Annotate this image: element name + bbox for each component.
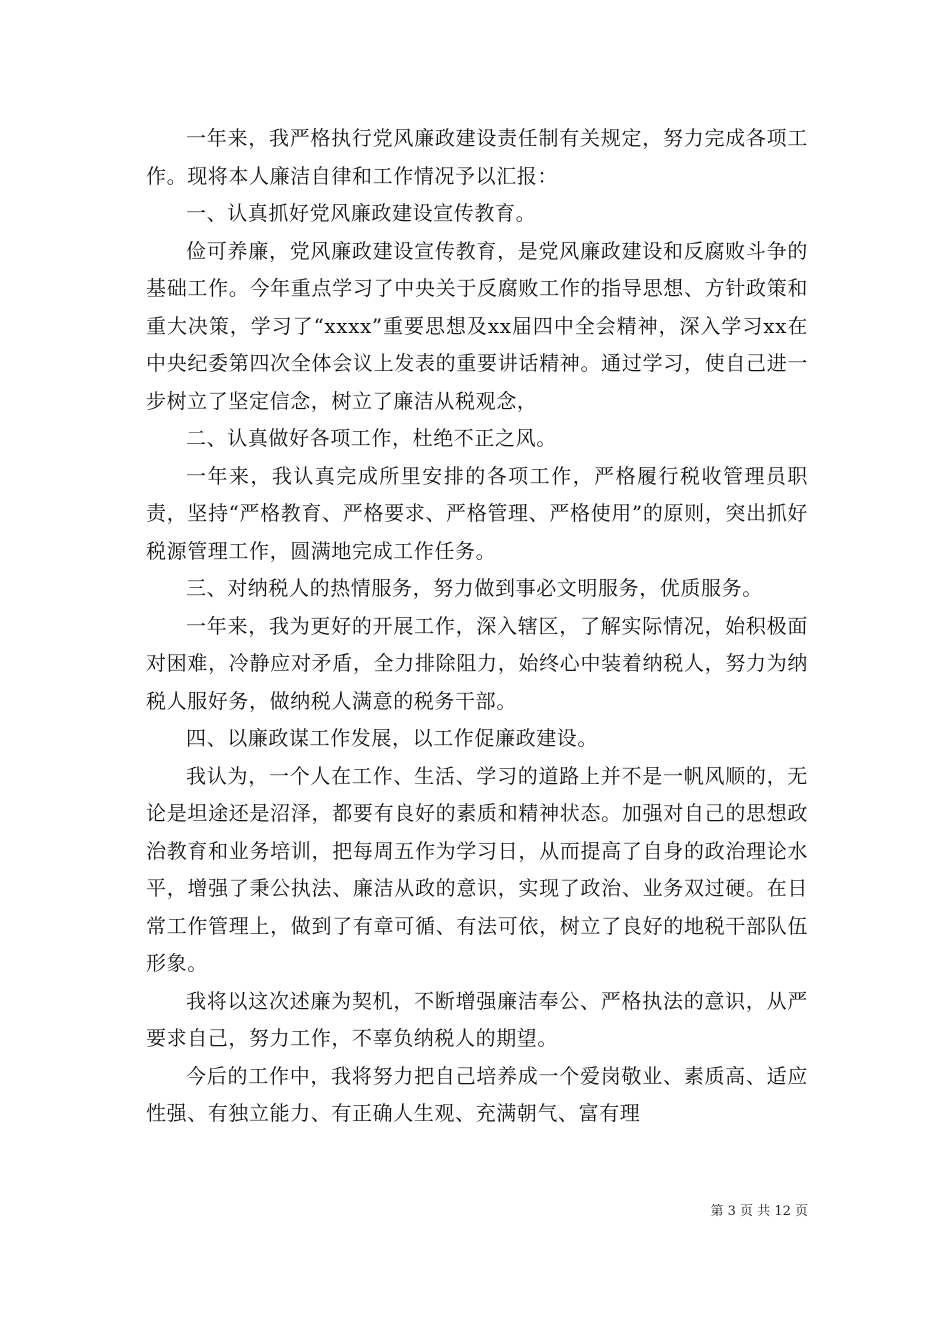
paragraph-section-3: 一年来，我为更好的开展工作，深入辖区，了解实际情况，始积极面对困难，冷静应对矛盾，全力排除阻力，始终心中装着纳税人，努力为纳税人服好务，做纳税人满意的税务干部。 — [146, 613, 808, 713]
paragraph-section-2: 一年来，我认真完成所里安排的各项工作，严格履行税收管理员职责，坚持“严格教育、严格要求、严格管理、严格使用”的原则，突出抓好税源管理工作，圆满地完成工作任务。 — [146, 463, 808, 563]
page-number-footer: 第 3 页 共 12 页 — [710, 1204, 808, 1219]
section-heading-3: 三、对纳税人的热情服务，努力做到事必文明服务，优质服务。 — [186, 576, 763, 600]
section-heading-4: 四、以廉政谋工作发展，以工作促廉政建设。 — [186, 726, 598, 750]
section-heading-1: 一、认真抓好党风廉政建设宣传教育。 — [186, 201, 537, 225]
paragraph-intro: 一年来，我严格执行党风廉政建设责任制有关规定，努力完成各项工作。现将本人廉洁自律和工作情况予以汇报： — [146, 126, 808, 188]
paragraph-section-4: 我认为，一个人在工作、生活、学习的道路上并不是一帆风顺的，无论是坦途还是沼泽，都要有良好的素质和精神状态。加强对自己的思想政治教育和业务培训，把每周五作为学习日，从而提高了自身的政治理论水平，增强了秉公执法、廉洁从政的意识，实现了政治、业务双过硬。在日常工作管理上，做到了有章可循、有法可依，树立了良好的地税干部队伍形象。 — [146, 763, 808, 975]
document-body — [146, 120, 808, 1133]
paragraph-resolution: 我将以这次述廉为契机，不断增强廉洁奉公、严格执法的意识，从严要求自己，努力工作，不辜负纳税人的期望。 — [146, 988, 808, 1050]
paragraph-future-work: 今后的工作中，我将努力把自己培养成一个爱岗敬业、素质高、适应性强、有独立能力、有正确人生观、充满朝气、富有理 — [146, 1063, 808, 1125]
section-heading-2: 二、认真做好各项工作，杜绝不正之风。 — [186, 426, 557, 450]
paragraph-section-1: 俭可养廉，党风廉政建设宣传教育，是党风廉政建设和反腐败斗争的基础工作。今年重点学习了中央关于反腐败工作的指导思想、方针政策和重大决策，学习了“xxxx”重要思想及xx届四中全会精神，深入学习xx在中央纪委第四次全体会议上发表的重要讲话精神。通过学习，使自己进一步树立了坚定信念，树立了廉洁从税观念， — [146, 238, 808, 413]
